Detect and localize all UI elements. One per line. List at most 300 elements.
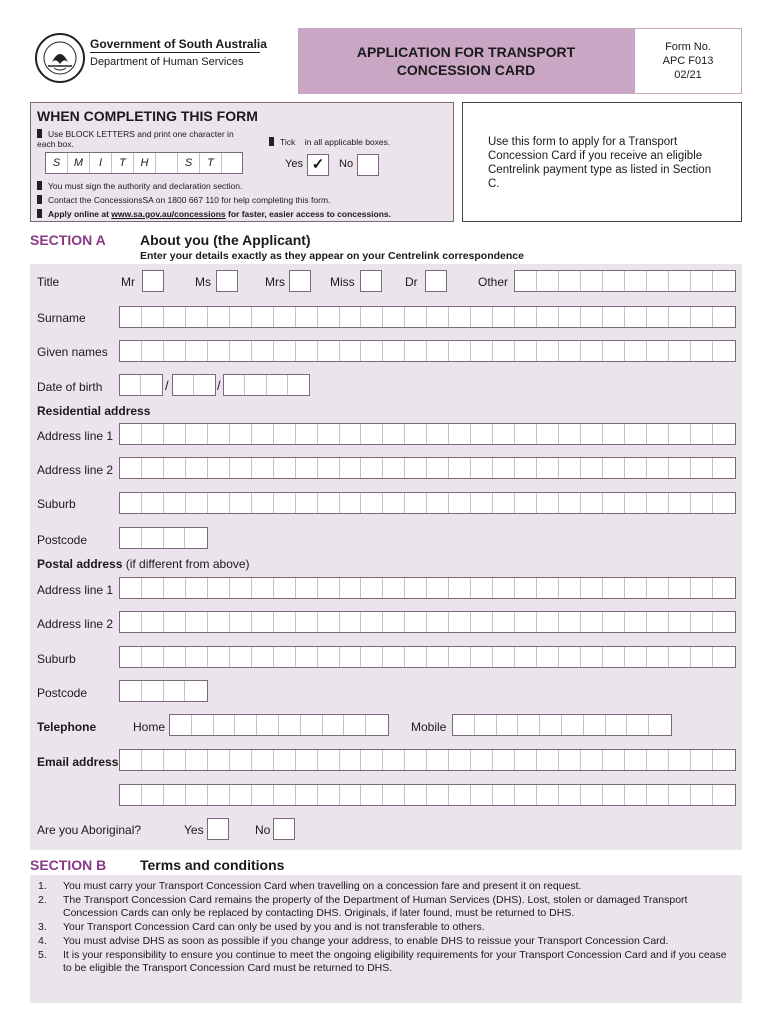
address-line1-input[interactable] bbox=[119, 423, 736, 445]
title-dr-checkbox[interactable] bbox=[425, 270, 447, 292]
character-cell[interactable] bbox=[208, 307, 230, 327]
aboriginal-no-checkbox[interactable] bbox=[273, 818, 295, 840]
character-cell[interactable] bbox=[691, 271, 713, 291]
character-cell[interactable] bbox=[383, 647, 405, 667]
character-cell[interactable] bbox=[164, 424, 186, 444]
character-cell[interactable] bbox=[383, 612, 405, 632]
character-cell[interactable] bbox=[691, 785, 713, 805]
character-cell[interactable] bbox=[691, 424, 713, 444]
character-cell[interactable] bbox=[230, 785, 252, 805]
character-cell[interactable] bbox=[427, 647, 449, 667]
character-cell[interactable] bbox=[515, 750, 537, 770]
character-cell[interactable] bbox=[208, 578, 230, 598]
character-cell[interactable] bbox=[405, 341, 427, 361]
character-cell[interactable] bbox=[405, 785, 427, 805]
character-cell[interactable] bbox=[274, 424, 296, 444]
character-cell[interactable] bbox=[453, 715, 475, 735]
character-cell[interactable] bbox=[691, 341, 713, 361]
character-cell[interactable] bbox=[427, 493, 449, 513]
character-cell[interactable] bbox=[713, 578, 735, 598]
character-cell[interactable] bbox=[559, 785, 581, 805]
character-cell[interactable] bbox=[603, 424, 625, 444]
character-cell[interactable] bbox=[340, 750, 362, 770]
postal-address-line2-input[interactable] bbox=[119, 611, 736, 633]
character-cell[interactable] bbox=[186, 750, 208, 770]
character-cell[interactable] bbox=[230, 647, 252, 667]
character-cell[interactable] bbox=[559, 578, 581, 598]
character-cell[interactable] bbox=[559, 493, 581, 513]
character-cell[interactable] bbox=[581, 271, 603, 291]
character-cell[interactable] bbox=[449, 341, 471, 361]
character-cell[interactable] bbox=[537, 307, 559, 327]
character-cell[interactable] bbox=[361, 785, 383, 805]
character-cell[interactable] bbox=[581, 612, 603, 632]
character-cell[interactable] bbox=[274, 578, 296, 598]
character-cell[interactable] bbox=[559, 424, 581, 444]
character-cell[interactable] bbox=[296, 493, 318, 513]
character-cell[interactable] bbox=[383, 785, 405, 805]
title-miss-checkbox[interactable] bbox=[360, 270, 382, 292]
character-cell[interactable] bbox=[383, 458, 405, 478]
character-cell[interactable] bbox=[691, 578, 713, 598]
character-cell[interactable] bbox=[164, 528, 186, 548]
character-cell[interactable] bbox=[493, 424, 515, 444]
character-cell[interactable] bbox=[142, 750, 164, 770]
character-cell[interactable] bbox=[252, 785, 274, 805]
character-cell[interactable] bbox=[559, 612, 581, 632]
character-cell[interactable] bbox=[471, 424, 493, 444]
character-cell[interactable] bbox=[427, 307, 449, 327]
character-cell[interactable] bbox=[405, 307, 427, 327]
character-cell[interactable] bbox=[647, 271, 669, 291]
character-cell[interactable] bbox=[257, 715, 279, 735]
character-cell[interactable] bbox=[559, 271, 581, 291]
character-cell[interactable] bbox=[186, 578, 208, 598]
character-cell[interactable] bbox=[120, 341, 142, 361]
character-cell[interactable] bbox=[383, 493, 405, 513]
character-cell[interactable] bbox=[427, 750, 449, 770]
character-cell[interactable] bbox=[405, 458, 427, 478]
character-cell[interactable] bbox=[318, 578, 340, 598]
character-cell[interactable] bbox=[581, 424, 603, 444]
character-cell[interactable] bbox=[647, 424, 669, 444]
character-cell[interactable] bbox=[581, 341, 603, 361]
character-cell[interactable] bbox=[361, 424, 383, 444]
character-cell[interactable] bbox=[449, 750, 471, 770]
character-cell[interactable] bbox=[230, 493, 252, 513]
character-cell[interactable] bbox=[581, 578, 603, 598]
character-cell[interactable] bbox=[296, 578, 318, 598]
character-cell[interactable] bbox=[340, 424, 362, 444]
character-cell[interactable] bbox=[120, 578, 142, 598]
character-cell[interactable] bbox=[164, 612, 186, 632]
character-cell[interactable] bbox=[515, 307, 537, 327]
character-cell[interactable] bbox=[515, 785, 537, 805]
character-cell[interactable] bbox=[142, 528, 164, 548]
character-cell[interactable] bbox=[164, 307, 186, 327]
character-cell[interactable] bbox=[691, 307, 713, 327]
character-cell[interactable] bbox=[252, 750, 274, 770]
character-cell[interactable] bbox=[366, 715, 388, 735]
email-input-line2[interactable] bbox=[119, 784, 736, 806]
title-ms-checkbox[interactable] bbox=[216, 270, 238, 292]
character-cell[interactable] bbox=[274, 785, 296, 805]
character-cell[interactable] bbox=[185, 681, 207, 701]
character-cell[interactable] bbox=[581, 647, 603, 667]
character-cell[interactable] bbox=[301, 715, 323, 735]
character-cell[interactable] bbox=[230, 750, 252, 770]
title-other-input[interactable] bbox=[514, 270, 736, 292]
character-cell[interactable] bbox=[405, 612, 427, 632]
character-cell[interactable] bbox=[625, 493, 647, 513]
character-cell[interactable] bbox=[493, 612, 515, 632]
character-cell[interactable] bbox=[713, 271, 735, 291]
character-cell[interactable] bbox=[252, 307, 274, 327]
character-cell[interactable] bbox=[559, 341, 581, 361]
character-cell[interactable] bbox=[606, 715, 628, 735]
character-cell[interactable] bbox=[142, 307, 164, 327]
character-cell[interactable] bbox=[164, 681, 186, 701]
character-cell[interactable] bbox=[340, 612, 362, 632]
character-cell[interactable] bbox=[625, 271, 647, 291]
character-cell[interactable] bbox=[449, 612, 471, 632]
character-cell[interactable] bbox=[471, 612, 493, 632]
character-cell[interactable] bbox=[142, 578, 164, 598]
character-cell[interactable] bbox=[515, 458, 537, 478]
character-cell[interactable] bbox=[361, 341, 383, 361]
character-cell[interactable] bbox=[537, 341, 559, 361]
home-phone-input[interactable] bbox=[169, 714, 389, 736]
character-cell[interactable] bbox=[361, 578, 383, 598]
character-cell[interactable] bbox=[142, 341, 164, 361]
character-cell[interactable] bbox=[120, 307, 142, 327]
character-cell[interactable] bbox=[603, 341, 625, 361]
character-cell[interactable] bbox=[603, 647, 625, 667]
character-cell[interactable] bbox=[245, 375, 266, 395]
character-cell[interactable] bbox=[120, 424, 142, 444]
character-cell[interactable] bbox=[493, 458, 515, 478]
character-cell[interactable] bbox=[713, 307, 735, 327]
character-cell[interactable] bbox=[186, 612, 208, 632]
character-cell[interactable] bbox=[669, 458, 691, 478]
character-cell[interactable] bbox=[515, 493, 537, 513]
character-cell[interactable] bbox=[647, 458, 669, 478]
character-cell[interactable] bbox=[252, 424, 274, 444]
character-cell[interactable] bbox=[493, 493, 515, 513]
character-cell[interactable] bbox=[713, 458, 735, 478]
character-cell[interactable] bbox=[344, 715, 366, 735]
character-cell[interactable] bbox=[713, 750, 735, 770]
character-cell[interactable] bbox=[142, 681, 164, 701]
character-cell[interactable] bbox=[340, 578, 362, 598]
character-cell[interactable] bbox=[164, 578, 186, 598]
character-cell[interactable] bbox=[164, 458, 186, 478]
character-cell[interactable] bbox=[559, 307, 581, 327]
character-cell[interactable] bbox=[713, 424, 735, 444]
character-cell[interactable] bbox=[449, 578, 471, 598]
character-cell[interactable] bbox=[427, 424, 449, 444]
character-cell[interactable] bbox=[323, 715, 345, 735]
character-cell[interactable] bbox=[471, 750, 493, 770]
character-cell[interactable] bbox=[691, 750, 713, 770]
dob-month-input[interactable] bbox=[172, 374, 216, 396]
character-cell[interactable] bbox=[186, 785, 208, 805]
character-cell[interactable] bbox=[471, 647, 493, 667]
character-cell[interactable] bbox=[405, 493, 427, 513]
concessions-link[interactable]: www.sa.gov.au/concessions bbox=[111, 209, 226, 219]
given-names-input[interactable] bbox=[119, 340, 736, 362]
character-cell[interactable] bbox=[405, 578, 427, 598]
character-cell[interactable] bbox=[296, 612, 318, 632]
character-cell[interactable] bbox=[318, 424, 340, 444]
character-cell[interactable] bbox=[493, 647, 515, 667]
postal-postcode-input[interactable] bbox=[119, 680, 208, 702]
character-cell[interactable] bbox=[164, 647, 186, 667]
character-cell[interactable] bbox=[120, 493, 142, 513]
character-cell[interactable] bbox=[471, 493, 493, 513]
character-cell[interactable] bbox=[318, 341, 340, 361]
character-cell[interactable] bbox=[318, 785, 340, 805]
character-cell[interactable] bbox=[164, 493, 186, 513]
character-cell[interactable] bbox=[427, 612, 449, 632]
character-cell[interactable] bbox=[296, 647, 318, 667]
character-cell[interactable] bbox=[361, 612, 383, 632]
character-cell[interactable] bbox=[170, 715, 192, 735]
character-cell[interactable] bbox=[449, 307, 471, 327]
character-cell[interactable] bbox=[383, 307, 405, 327]
character-cell[interactable] bbox=[515, 271, 537, 291]
character-cell[interactable] bbox=[208, 341, 230, 361]
character-cell[interactable] bbox=[186, 424, 208, 444]
character-cell[interactable] bbox=[581, 785, 603, 805]
character-cell[interactable] bbox=[669, 424, 691, 444]
character-cell[interactable] bbox=[405, 424, 427, 444]
character-cell[interactable] bbox=[427, 785, 449, 805]
character-cell[interactable] bbox=[274, 647, 296, 667]
character-cell[interactable] bbox=[581, 307, 603, 327]
character-cell[interactable] bbox=[515, 578, 537, 598]
mobile-phone-input[interactable] bbox=[452, 714, 672, 736]
character-cell[interactable] bbox=[603, 271, 625, 291]
postal-address-line1-input[interactable] bbox=[119, 577, 736, 599]
character-cell[interactable] bbox=[296, 341, 318, 361]
character-cell[interactable] bbox=[340, 341, 362, 361]
character-cell[interactable] bbox=[493, 341, 515, 361]
character-cell[interactable] bbox=[340, 647, 362, 667]
character-cell[interactable] bbox=[186, 341, 208, 361]
character-cell[interactable] bbox=[471, 785, 493, 805]
character-cell[interactable] bbox=[603, 750, 625, 770]
character-cell[interactable] bbox=[713, 493, 735, 513]
character-cell[interactable] bbox=[647, 785, 669, 805]
character-cell[interactable] bbox=[230, 612, 252, 632]
character-cell[interactable] bbox=[625, 424, 647, 444]
character-cell[interactable] bbox=[493, 750, 515, 770]
character-cell[interactable] bbox=[340, 307, 362, 327]
character-cell[interactable] bbox=[713, 341, 735, 361]
character-cell[interactable] bbox=[361, 750, 383, 770]
character-cell[interactable] bbox=[361, 647, 383, 667]
character-cell[interactable] bbox=[537, 612, 559, 632]
character-cell[interactable] bbox=[669, 307, 691, 327]
character-cell[interactable] bbox=[471, 341, 493, 361]
character-cell[interactable] bbox=[603, 458, 625, 478]
character-cell[interactable] bbox=[471, 578, 493, 598]
character-cell[interactable] bbox=[208, 424, 230, 444]
character-cell[interactable] bbox=[230, 578, 252, 598]
character-cell[interactable] bbox=[192, 715, 214, 735]
character-cell[interactable] bbox=[691, 612, 713, 632]
character-cell[interactable] bbox=[669, 271, 691, 291]
character-cell[interactable] bbox=[625, 578, 647, 598]
title-mr-checkbox[interactable] bbox=[142, 270, 164, 292]
character-cell[interactable] bbox=[274, 341, 296, 361]
character-cell[interactable] bbox=[537, 458, 559, 478]
character-cell[interactable] bbox=[537, 578, 559, 598]
character-cell[interactable] bbox=[208, 785, 230, 805]
character-cell[interactable] bbox=[540, 715, 562, 735]
character-cell[interactable] bbox=[120, 681, 142, 701]
dob-day-input[interactable] bbox=[119, 374, 163, 396]
character-cell[interactable] bbox=[537, 424, 559, 444]
character-cell[interactable] bbox=[208, 750, 230, 770]
character-cell[interactable] bbox=[515, 647, 537, 667]
character-cell[interactable] bbox=[214, 715, 236, 735]
character-cell[interactable] bbox=[142, 647, 164, 667]
character-cell[interactable] bbox=[288, 375, 309, 395]
character-cell[interactable] bbox=[164, 785, 186, 805]
character-cell[interactable] bbox=[497, 715, 519, 735]
character-cell[interactable] bbox=[318, 612, 340, 632]
character-cell[interactable] bbox=[318, 458, 340, 478]
character-cell[interactable] bbox=[647, 647, 669, 667]
address-line2-input[interactable] bbox=[119, 457, 736, 479]
character-cell[interactable] bbox=[427, 458, 449, 478]
character-cell[interactable] bbox=[361, 458, 383, 478]
character-cell[interactable] bbox=[669, 578, 691, 598]
character-cell[interactable] bbox=[252, 341, 274, 361]
character-cell[interactable] bbox=[493, 307, 515, 327]
character-cell[interactable] bbox=[537, 785, 559, 805]
character-cell[interactable] bbox=[625, 341, 647, 361]
character-cell[interactable] bbox=[647, 341, 669, 361]
character-cell[interactable] bbox=[581, 458, 603, 478]
character-cell[interactable] bbox=[405, 647, 427, 667]
character-cell[interactable] bbox=[449, 458, 471, 478]
character-cell[interactable] bbox=[713, 612, 735, 632]
character-cell[interactable] bbox=[691, 458, 713, 478]
character-cell[interactable] bbox=[274, 612, 296, 632]
character-cell[interactable] bbox=[230, 341, 252, 361]
character-cell[interactable] bbox=[584, 715, 606, 735]
character-cell[interactable] bbox=[383, 341, 405, 361]
character-cell[interactable] bbox=[318, 647, 340, 667]
surname-input[interactable] bbox=[119, 306, 736, 328]
character-cell[interactable] bbox=[449, 424, 471, 444]
character-cell[interactable] bbox=[120, 375, 141, 395]
character-cell[interactable] bbox=[647, 612, 669, 632]
character-cell[interactable] bbox=[647, 578, 669, 598]
character-cell[interactable] bbox=[691, 493, 713, 513]
character-cell[interactable] bbox=[625, 307, 647, 327]
character-cell[interactable] bbox=[515, 341, 537, 361]
character-cell[interactable] bbox=[405, 750, 427, 770]
character-cell[interactable] bbox=[427, 578, 449, 598]
character-cell[interactable] bbox=[208, 647, 230, 667]
character-cell[interactable] bbox=[649, 715, 671, 735]
character-cell[interactable] bbox=[267, 375, 288, 395]
character-cell[interactable] bbox=[471, 458, 493, 478]
character-cell[interactable] bbox=[296, 750, 318, 770]
character-cell[interactable] bbox=[318, 307, 340, 327]
character-cell[interactable] bbox=[669, 341, 691, 361]
character-cell[interactable] bbox=[252, 612, 274, 632]
character-cell[interactable] bbox=[208, 458, 230, 478]
character-cell[interactable] bbox=[186, 647, 208, 667]
character-cell[interactable] bbox=[120, 785, 142, 805]
character-cell[interactable] bbox=[230, 307, 252, 327]
aboriginal-yes-checkbox[interactable] bbox=[207, 818, 229, 840]
character-cell[interactable] bbox=[274, 307, 296, 327]
character-cell[interactable] bbox=[625, 458, 647, 478]
character-cell[interactable] bbox=[647, 493, 669, 513]
character-cell[interactable] bbox=[449, 785, 471, 805]
character-cell[interactable] bbox=[164, 750, 186, 770]
character-cell[interactable] bbox=[713, 785, 735, 805]
character-cell[interactable] bbox=[625, 785, 647, 805]
character-cell[interactable] bbox=[208, 493, 230, 513]
character-cell[interactable] bbox=[603, 612, 625, 632]
character-cell[interactable] bbox=[224, 375, 245, 395]
character-cell[interactable] bbox=[427, 341, 449, 361]
dob-year-input[interactable] bbox=[223, 374, 310, 396]
postal-suburb-input[interactable] bbox=[119, 646, 736, 668]
character-cell[interactable] bbox=[194, 375, 215, 395]
character-cell[interactable] bbox=[383, 750, 405, 770]
character-cell[interactable] bbox=[164, 341, 186, 361]
character-cell[interactable] bbox=[669, 612, 691, 632]
character-cell[interactable] bbox=[120, 612, 142, 632]
character-cell[interactable] bbox=[669, 493, 691, 513]
character-cell[interactable] bbox=[383, 578, 405, 598]
character-cell[interactable] bbox=[142, 785, 164, 805]
character-cell[interactable] bbox=[471, 307, 493, 327]
character-cell[interactable] bbox=[252, 458, 274, 478]
character-cell[interactable] bbox=[296, 458, 318, 478]
character-cell[interactable] bbox=[559, 750, 581, 770]
character-cell[interactable] bbox=[252, 647, 274, 667]
character-cell[interactable] bbox=[647, 307, 669, 327]
character-cell[interactable] bbox=[603, 307, 625, 327]
character-cell[interactable] bbox=[235, 715, 257, 735]
character-cell[interactable] bbox=[208, 612, 230, 632]
character-cell[interactable] bbox=[318, 493, 340, 513]
title-mrs-checkbox[interactable] bbox=[289, 270, 311, 292]
character-cell[interactable] bbox=[647, 750, 669, 770]
character-cell[interactable] bbox=[230, 458, 252, 478]
character-cell[interactable] bbox=[252, 493, 274, 513]
character-cell[interactable] bbox=[186, 493, 208, 513]
character-cell[interactable] bbox=[449, 647, 471, 667]
character-cell[interactable] bbox=[340, 458, 362, 478]
character-cell[interactable] bbox=[559, 458, 581, 478]
character-cell[interactable] bbox=[713, 647, 735, 667]
character-cell[interactable] bbox=[279, 715, 301, 735]
email-input-line1[interactable] bbox=[119, 749, 736, 771]
character-cell[interactable] bbox=[252, 578, 274, 598]
character-cell[interactable] bbox=[120, 647, 142, 667]
character-cell[interactable] bbox=[625, 612, 647, 632]
